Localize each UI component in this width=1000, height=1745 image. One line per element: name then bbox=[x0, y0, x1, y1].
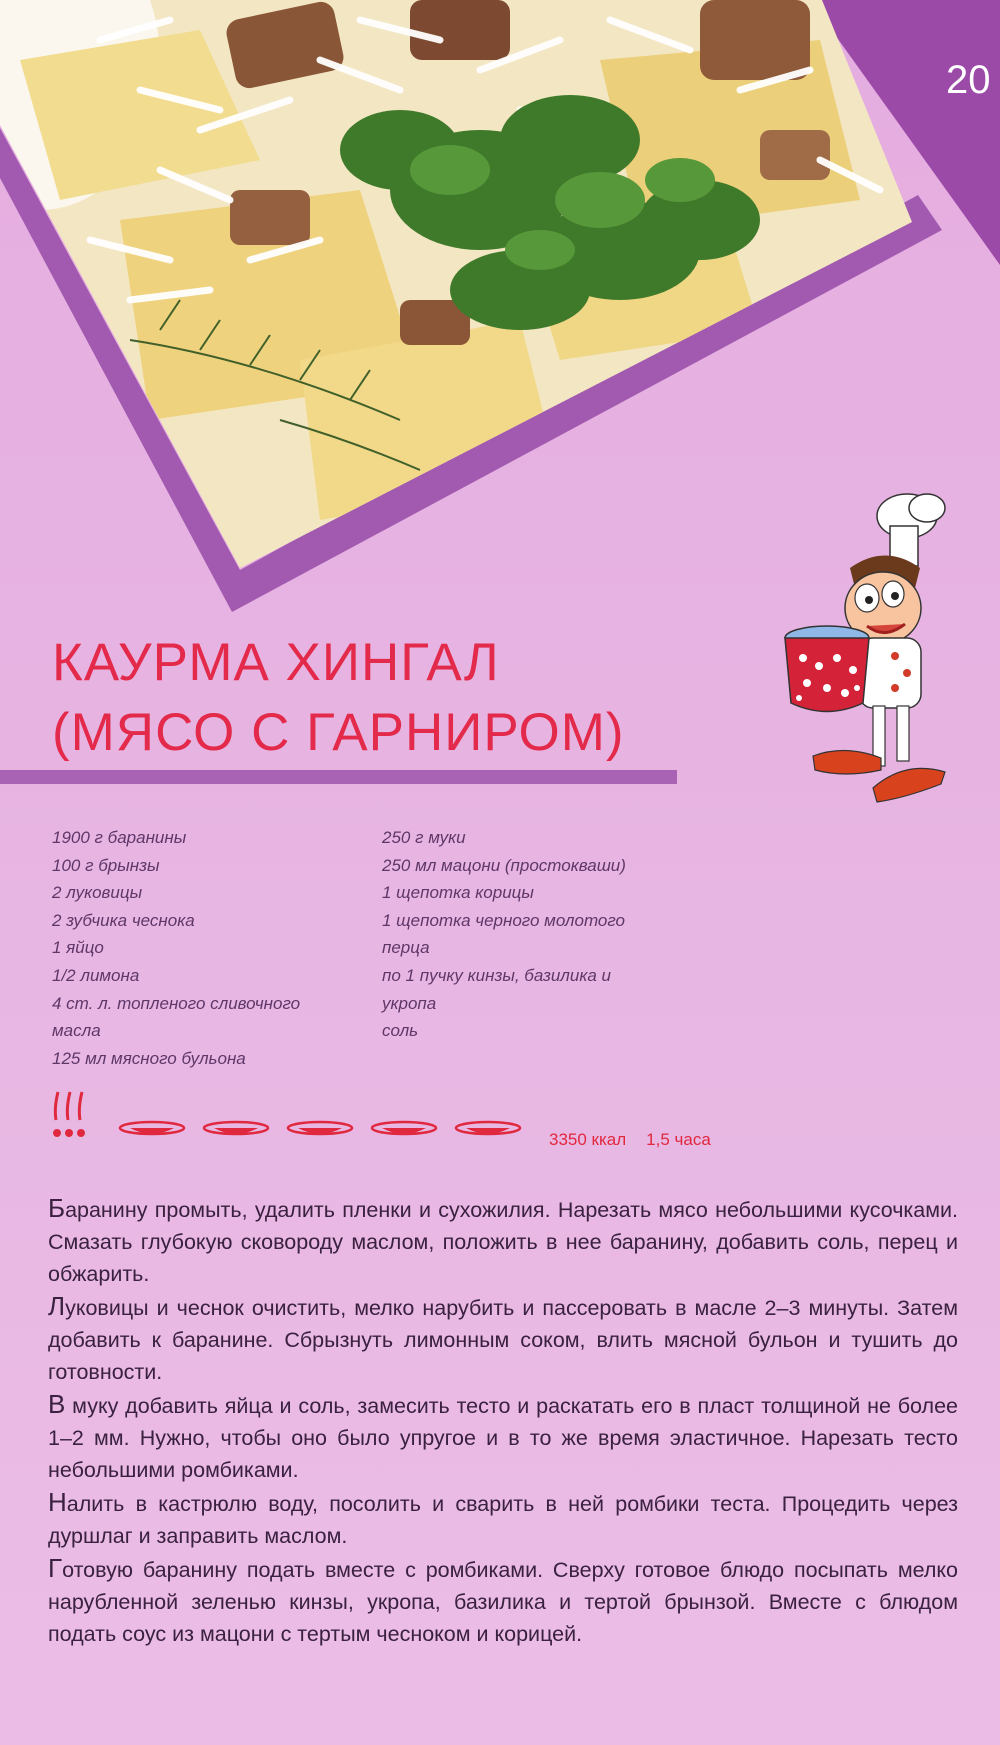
difficulty-icon bbox=[55, 1092, 84, 1136]
rating-row bbox=[52, 1088, 952, 1148]
instruction-step: Луковицы и чеснок очистить, мелко нарубить и пассеровать в масле 2–3 минуты. Затем добавить к баранине. Сбрызнуть лимонным соком, влить мясной бульон и тушить до готовности. bbox=[48, 1291, 958, 1384]
plate-icon bbox=[288, 1122, 352, 1134]
ingredients-right bbox=[382, 824, 626, 1045]
plate-icon bbox=[456, 1122, 520, 1134]
title-line-1: КАУРМА ХИНГАЛ bbox=[52, 633, 500, 692]
ingredient-item: 125 мл мясного бульона bbox=[52, 1048, 246, 1068]
ingredient-item: 1 яйцо bbox=[52, 938, 104, 958]
ingredient-item: 1 щепотка корицы bbox=[382, 883, 534, 903]
recipe-title bbox=[52, 628, 625, 768]
instruction-step: Готовую баранину подать вместе с ромбиками. Сверху готовое блюдо посыпать мелко нарубленной зеленью кинзы, укропа, базилика и тертой брынзой. Вместе с блюдом подать соус из мацони с тертым чесноком и корицей. bbox=[48, 1553, 958, 1646]
plate-icon bbox=[120, 1122, 184, 1134]
calories: 3350 ккал bbox=[549, 1130, 627, 1149]
ingredient-item: соль bbox=[382, 1021, 419, 1041]
instructions bbox=[48, 1192, 958, 1650]
ingredient-item: укропа bbox=[382, 993, 437, 1013]
ingredient-item: 1900 г баранины bbox=[52, 828, 187, 847]
instruction-step: Баранину промыть, удалить пленки и сухожилия. Нарезать мясо небольшими кусочками. Смазать глубокую сковороду маслом, положить в нее баранину, добавить соль, перец и обжарить. bbox=[48, 1193, 958, 1286]
nutrition-info bbox=[549, 1130, 731, 1150]
page-number: 20 bbox=[946, 58, 991, 102]
ingredient-item: перца bbox=[382, 938, 430, 958]
ingredients-left bbox=[52, 824, 300, 1072]
title-line-2: (МЯСО С ГАРНИРОМ) bbox=[52, 703, 625, 762]
ingredient-item: масла bbox=[52, 1021, 101, 1041]
instruction-step: В муку добавить яйца и соль, замесить тесто и раскатать его в пласт толщиной не более 1–2 мм. Нужно, чтобы оно было упругое и в то же время эластичное. Нарезать тесто небольшими ромбиками. bbox=[48, 1389, 958, 1482]
cooking-time: 1,5 часа bbox=[646, 1130, 711, 1149]
ingredient-item: 1/2 лимона bbox=[52, 965, 140, 985]
ingredient-item: 250 г муки bbox=[382, 828, 466, 847]
ingredient-item: 4 ст. л. топленого сливочного bbox=[52, 993, 301, 1013]
ingredient-item: 2 зубчика чеснока bbox=[52, 910, 195, 930]
ingredient-item: 1 щепотка черного молотого bbox=[382, 910, 626, 930]
chef-mascot-icon bbox=[755, 488, 965, 818]
ingredient-item: по 1 пучку кинзы, базилика и bbox=[382, 965, 612, 985]
plate-icon bbox=[204, 1122, 268, 1134]
ingredient-item: 250 мл мацони (простокваши) bbox=[382, 855, 626, 875]
plate-icon bbox=[372, 1122, 436, 1134]
ingredient-item: 100 г брынзы bbox=[52, 855, 160, 875]
ingredient-item: 2 луковицы bbox=[52, 883, 143, 903]
title-divider bbox=[0, 770, 677, 784]
instruction-step: Налить в кастрюлю воду, посолить и сварить в ней ромбики теста. Процедить через дуршлаг и заправить маслом. bbox=[48, 1487, 958, 1548]
